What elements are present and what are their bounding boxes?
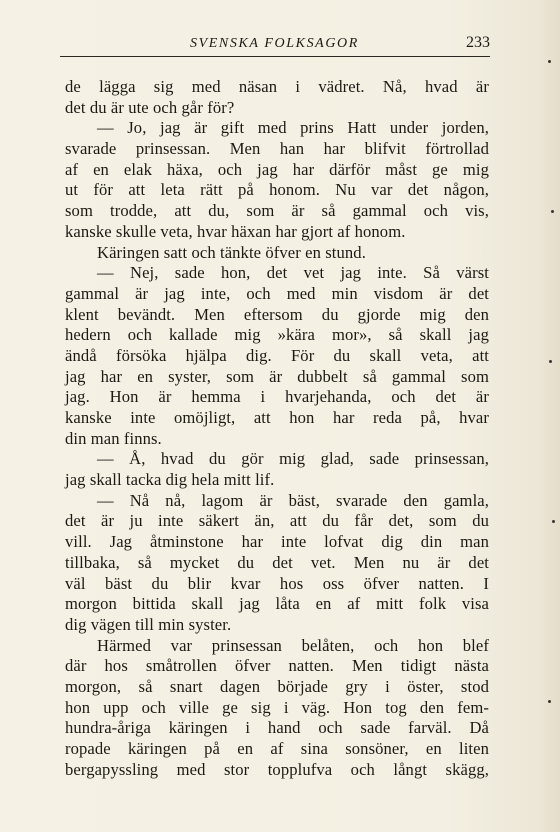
text-line: din man finns. <box>65 428 162 448</box>
text-line: svarade prinsessan. Men han har blifvit förtrollad <box>65 139 489 159</box>
text-line: ropade käringen på en af sina sonsöner, en liten <box>65 739 489 758</box>
text-line: jag har en syster, som är dubbelt så gammal som <box>65 366 489 386</box>
text-line: — Nej, sade hon, det vet jag inte. Så värst <box>97 263 489 283</box>
page-header <box>60 34 490 57</box>
text-line: kanske inte omöjligt, att hon har reda på, hvar <box>65 408 489 427</box>
running-title: SVENSKA FOLKSAGOR <box>190 36 359 51</box>
text-line: dig vägen till min syster. <box>65 614 232 634</box>
text-line: jag. Hon är hemma i hvarjehanda, och det är <box>65 387 489 407</box>
text-line: väl bäst du blir kvar hos oss öfver natten. I <box>65 573 489 593</box>
text-line: vill. Jag åtminstone har inte lofvat dig din man <box>65 532 489 552</box>
text-line: hedern och kallade mig »kära mor», så skall jag <box>65 325 489 345</box>
text-line: där hos småtrollen öfver natten. Men tidigt nästa <box>65 656 489 676</box>
text-line: morgon bittida skall jag låta en af mitt folk visa <box>65 594 489 614</box>
text-line: klent bevändt. Men eftersom du gjorde mig den <box>65 304 489 324</box>
text-line: kanske skulle veta, hvar häxan har gjort af honom. <box>65 221 406 241</box>
text-line: det är ju inte säkert än, att du får det, som du <box>65 511 489 531</box>
text-line: af en elak häxa, och jag har därför måst ge mig <box>65 159 489 179</box>
scan-speck <box>548 700 551 703</box>
text-line: morgon, så snart dagen började gry i öster, stod <box>65 676 489 696</box>
scan-speck <box>552 520 555 523</box>
text-line: som trodde, att du, som är så gammal och vis, <box>65 201 489 221</box>
page-number: 233 <box>466 34 490 51</box>
text-line: ut för att leta rätt på honom. Nu var det någon, <box>65 180 489 200</box>
body-text <box>65 77 489 780</box>
text-line: de lägga sig med näsan i vädret. Nå, hvad är <box>65 77 489 96</box>
text-line: tillbaka, så mycket du det vet. Men nu är det <box>65 552 489 572</box>
text-line: Härmed var prinsessan belåten, och hon blef <box>97 635 489 655</box>
text-line: ändå försöka hjälpa dig. För du skall veta, att <box>65 345 489 365</box>
text-line: bergapyssling med stor topplufva och långt skägg, <box>65 759 489 779</box>
text-line: Käringen satt och tänkte öfver en stund. <box>97 242 366 262</box>
text-line: — Jo, jag är gift med prins Hatt under jorden, <box>97 118 489 138</box>
text-line: hon upp och ville ge sig i väg. Hon tog den fem- <box>65 697 489 717</box>
text-line: hundra-åriga käringen i hand och sade farväl. Då <box>65 718 489 738</box>
scan-speck <box>548 60 551 63</box>
text-line: det du är ute och går för? <box>65 97 235 117</box>
text-line: — Å, hvad du gör mig glad, sade prinsessan, <box>97 449 489 469</box>
text-line: — Nå nå, lagom är bäst, svarade den gamla, <box>97 490 489 510</box>
text-line: jag skall tacka dig hela mitt lif. <box>65 470 275 490</box>
text-line: gammal är jag inte, och med min visdom är det <box>65 283 489 303</box>
scan-speck <box>551 210 554 213</box>
scan-speck <box>549 360 552 363</box>
